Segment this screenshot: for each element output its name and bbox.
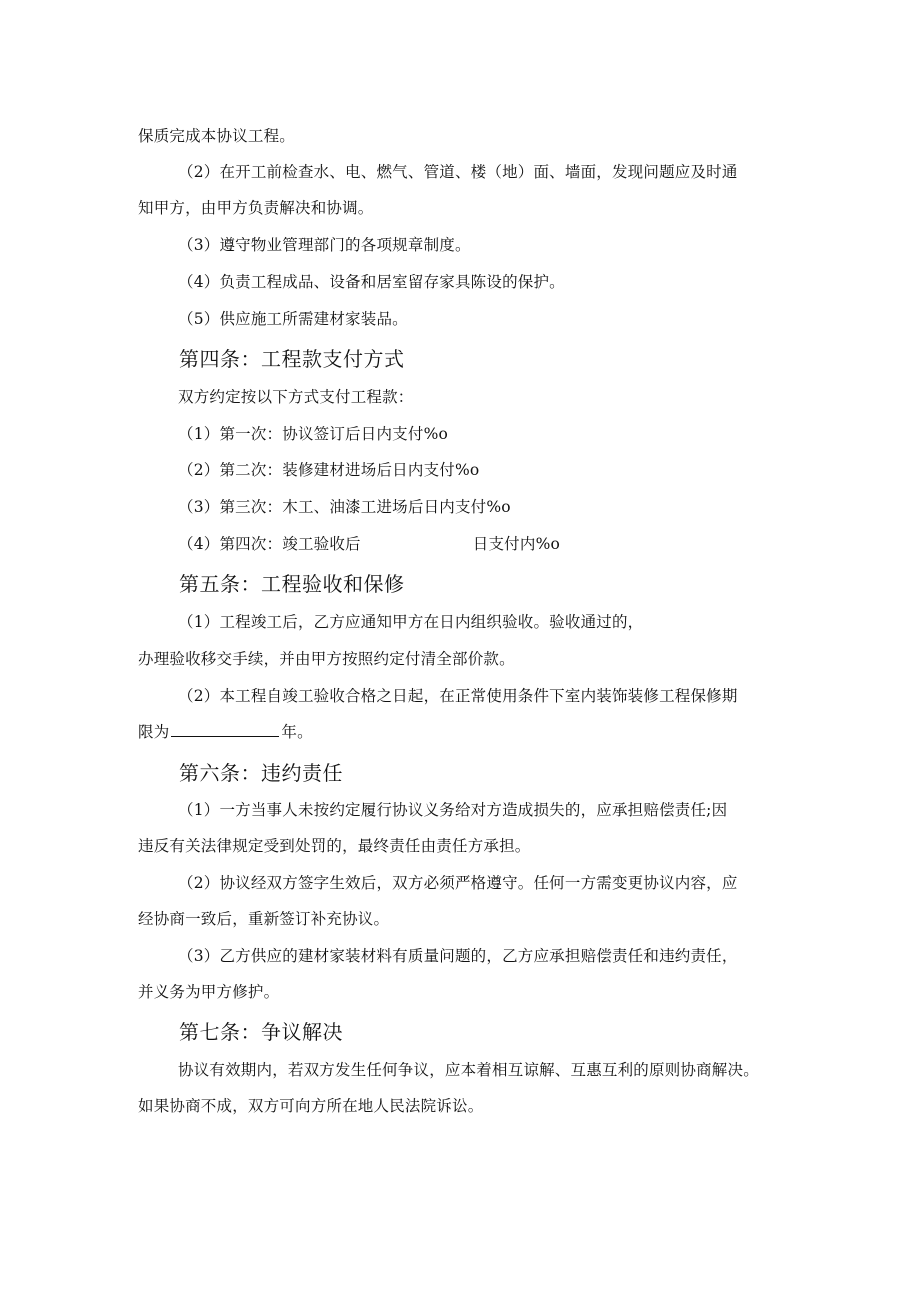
paragraph-line: （2）在开工前检查水、电、燃气、管道、楼（地）面、墙面，发现问题应及时通 [178, 163, 738, 181]
paragraph-line: （4）负责工程成品、设备和居室留存家具陈设的保护。 [178, 273, 565, 291]
section-heading-7: 第七条：争议解决 [179, 1020, 343, 1044]
paragraph-line: （2）第二次：装修建材进场后日内支付%o [178, 461, 480, 479]
paragraph-line: （1）工程竣工后，乙方应通知甲方在日内组织验收。验收通过的， [178, 613, 644, 631]
warranty-years-blank [171, 722, 279, 737]
payment-4-suffix: 日支付内%o [472, 535, 561, 553]
section-heading-4: 第四条：工程款支付方式 [179, 347, 405, 371]
paragraph-line: （3）第三次：木工、油漆工进场后日内支付%o [178, 498, 511, 516]
paragraph-line: （3）遵守物业管理部门的各项规章制度。 [178, 236, 471, 254]
paragraph-line: 并义务为甲方修护。 [138, 983, 280, 1001]
paragraph-line: 如果协商不成，双方可向方所在地人民法院诉讼。 [138, 1097, 484, 1115]
paragraph-line: （2）本工程自竣工验收合格之日起，在正常使用条件下室内装饰装修工程保修期 [178, 687, 738, 705]
paragraph-line: 知甲方，由甲方负责解决和协调。 [138, 199, 374, 217]
paragraph-line: 保质完成本协议工程。 [138, 127, 296, 145]
paragraph-line: 办理验收移交手续，并由甲方按照约定付清全部价款。 [138, 650, 515, 668]
paragraph-line: 协议有效期内，若双方发生任何争议，应本着相互谅解、互惠互利的原则协商解决。 [178, 1061, 759, 1079]
paragraph-line: （3）乙方供应的建材家装材料有质量问题的，乙方应承担赔偿责任和违约责任， [178, 947, 738, 965]
paragraph-line: （5）供应施工所需建材家装品。 [178, 310, 408, 328]
payment-4-label: （4）第四次：竣工验收后 [178, 535, 361, 553]
paragraph-line: （1）第一次：协议签订后日内支付%o [178, 425, 449, 443]
paragraph-line: （2）协议经双方签字生效后，双方必须严格遵守。任何一方需变更协议内容，应 [178, 874, 738, 892]
warranty-suffix: 年。 [281, 723, 313, 741]
paragraph-line [138, 722, 313, 742]
paragraph-line: 双方约定按以下方式支付工程款： [178, 388, 414, 406]
paragraph-line: 经协商一致后，重新签订补充协议。 [138, 910, 390, 928]
section-heading-5: 第五条：工程验收和保修 [179, 572, 405, 596]
paragraph-line: （1）一方当事人未按约定履行协议义务给对方造成损失的，应承担赔偿责任;因 [178, 801, 728, 819]
paragraph-line: 违反有关法律规定受到处罚的，最终责任由责任方承担。 [138, 837, 531, 855]
warranty-label: 限为 [138, 723, 170, 741]
paragraph-line [178, 534, 560, 554]
section-heading-6: 第六条：违约责任 [179, 761, 343, 785]
